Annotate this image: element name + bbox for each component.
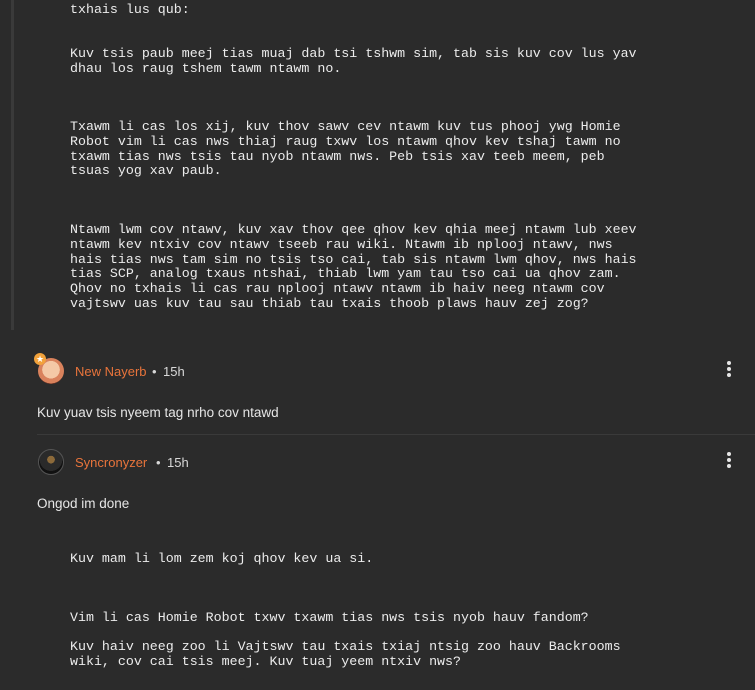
post-line: txhais lus qub: [70, 2, 190, 17]
post-line: Kuv tsis paub meej tias muaj dab tsi tshwm sim, tab sis kuv cov lus yav [70, 46, 637, 61]
comment-text: Ongod im done [37, 496, 130, 511]
post-line: tias SCP, analog txaus ntshai, thiab lwm yam tau tso cai ua qhov zam. [70, 266, 621, 281]
quote-line: Vim li cas Homie Robot txwv txawm tias nws tsis nyob hauv fandom? [70, 610, 589, 625]
meta-separator: • [156, 455, 161, 470]
comment-text: Kuv yuav tsis nyeem tag nrho cov ntawd [37, 405, 279, 420]
post-line: dhau los raug tshem tawm ntawm no. [70, 61, 342, 76]
post-line: tsuas yog xav paub. [70, 163, 222, 178]
comment-username[interactable]: New Nayerb [75, 364, 147, 379]
post-line: txawm tias nws tsis tau nyob ntawm nws. Peb tsis xav teeb meem, peb [70, 149, 605, 164]
post-line: Txawm li cas los xij, kuv thov sawv cev ntawm kuv tus phooj ywg Homie [70, 119, 621, 134]
quote-line: Kuv haiv neeg zoo li Vajtswv tau txais txiaj ntsig zoo hauv Backrooms [70, 639, 621, 654]
post-line: ntawm kev ntxiv cov ntawv tseeb rau wiki. Ntawm ib nplooj ntawv, nws [70, 237, 613, 252]
meta-separator: • [152, 364, 157, 379]
badge-star-icon: ★ [35, 354, 45, 364]
post-line: Ntawm lwm cov ntawv, kuv xav thov qee qhov kev qhia meej ntawm lub xeev [70, 222, 637, 237]
post-line: hais tias nws tam sim no tsis tso cai, tab sis ntawm lwm qhov, nws hais [70, 252, 637, 267]
comment-divider [37, 434, 755, 435]
kebab-menu-icon[interactable] [722, 452, 736, 470]
thread-line [11, 0, 14, 330]
avatar-icon[interactable] [38, 449, 64, 475]
quote-line: Kuv mam li lom zem koj qhov kev ua si. [70, 551, 374, 566]
post-line: vajtswv uas kuv tau sau thiab tau txais thoob plaws hauv zej zog? [70, 296, 589, 311]
post-line: Qhov no txhais li cas rau nplooj ntawv ntawm ib haiv neeg ntawm cov [70, 281, 605, 296]
comment-username[interactable]: Syncronyzer [75, 455, 148, 470]
post-line: Robot vim li cas nws thiaj raug txwv los ntawm qhov kev tshaj tawm no [70, 134, 621, 149]
quote-line: wiki, cov cai tsis meej. Kuv tuaj yeem ntxiv nws? [70, 654, 461, 669]
comment-time: 15h [163, 364, 185, 379]
comment-time: 15h [167, 455, 189, 470]
kebab-menu-icon[interactable] [722, 361, 736, 379]
